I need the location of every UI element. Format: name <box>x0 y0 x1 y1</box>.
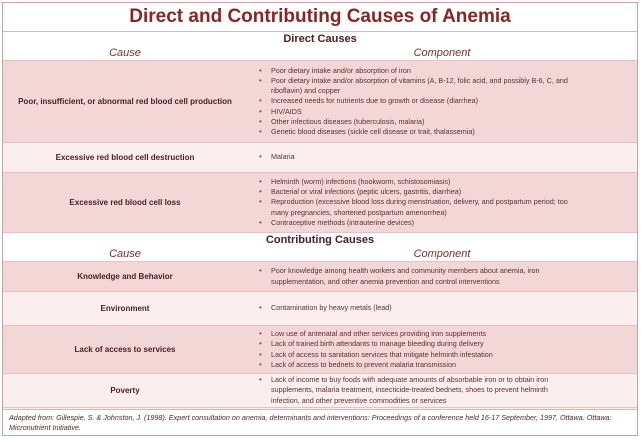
cause-cell: Poor, insufficient, or abnormal red blood cell production <box>18 97 232 106</box>
direct-causes-heading: Direct Causes <box>3 32 637 46</box>
component-list <box>247 374 637 407</box>
cause-cell: Environment <box>100 304 150 313</box>
list-item: • Bacterial or viral infections (peptic ulcers, gastritis, diarrhea) <box>271 187 637 197</box>
cause-cell: Lack of access to services <box>74 345 176 354</box>
component-list <box>247 143 637 172</box>
table-row <box>3 374 637 408</box>
table-row <box>3 143 637 173</box>
list-item: • Poor dietary intake and/or absorption of iron <box>271 66 637 76</box>
page-title: Direct and Contributing Causes of Anemia <box>3 3 637 32</box>
cause-column-header: Cause <box>109 47 141 59</box>
list-item: • Low use of antenatal and other services providing iron supplements <box>271 329 637 339</box>
anemia-table <box>2 2 638 436</box>
table-row <box>3 173 637 233</box>
citation-footer: Adapted from: Gillespie, S. & Johnston, J. (1998). Expert consultation on anemia, determinants and interventions: Proceedings of a conference held 16-17 September, 1997, Ottawa. Ottawa: Micronutrient Initiative. <box>3 409 637 435</box>
list-item: • Reproduction (excessive blood loss during menstruation, delivery, and postpartum period; too <box>271 197 637 207</box>
list-item: • Lack of access to sanitation services that mitigate helminth infestation <box>271 350 637 360</box>
list-item: • Poor dietary intake and/or absorption of vitamins (A, B-12, folic acid, and possibly B-6, C, and <box>271 76 637 86</box>
table-row <box>3 292 637 326</box>
contributing-causes-heading: Contributing Causes <box>3 233 637 247</box>
direct-column-headers <box>3 46 637 61</box>
list-item: • Helminth (worm) infections (hookworm, schistosomiasis) <box>271 177 637 187</box>
table-row <box>3 262 637 292</box>
list-item-continuation: infection, and other preventive commodities or services <box>271 395 447 405</box>
cause-cell: Excessive red blood cell loss <box>69 198 181 207</box>
list-item-continuation: supplements, malaria treatment, insecticide-treated bednets, shoes to prevent helminth <box>271 385 548 395</box>
table-row <box>3 326 637 374</box>
list-item: • Genetic blood diseases (sickle cell disease or trait, thalassemia) <box>271 127 637 137</box>
cause-cell: Excessive red blood cell destruction <box>55 153 195 162</box>
list-item: • Poor knowledge among health workers and community members about anemia, iron <box>271 266 637 276</box>
list-item: • Lack of income to buy foods with adequate amounts of absorbable iron or to obtain iron <box>271 375 637 385</box>
list-item-continuation: many pregnancies, shortened postpartum amenorrhea) <box>271 207 447 217</box>
component-list <box>247 61 637 142</box>
list-item-continuation: riboflavin) and copper <box>271 86 341 96</box>
contributing-column-headers <box>3 247 637 262</box>
table-row <box>3 61 637 143</box>
list-item: • Contamination by heavy metals (lead) <box>271 303 637 313</box>
component-list <box>247 173 637 232</box>
list-item: • Contraceptive methods (intrauterine devices) <box>271 218 637 228</box>
cause-cell: Poverty <box>110 386 140 395</box>
list-item: • Other infectious diseases (tuberculosis, malaria) <box>271 117 637 127</box>
list-item: • HIV/AIDS <box>271 107 637 117</box>
list-item: • Malaria <box>271 152 637 162</box>
list-item: • Lack of trained birth attendants to manage bleeding during delivery <box>271 339 637 349</box>
component-list <box>247 326 637 373</box>
component-column-header: Component <box>413 47 471 59</box>
component-list <box>247 292 637 325</box>
cause-cell: Knowledge and Behavior <box>77 272 173 281</box>
cause-column-header: Cause <box>109 248 141 260</box>
component-column-header: Component <box>413 248 471 260</box>
component-list <box>247 262 637 291</box>
list-item: • Lack of access to bednets to prevent malaria transmission <box>271 360 637 370</box>
list-item: • Increased needs for nutrients due to growth or disease (diarrhea) <box>271 96 637 106</box>
list-item-continuation: supplementation, and other anemia prevention and control interventions <box>271 276 500 286</box>
